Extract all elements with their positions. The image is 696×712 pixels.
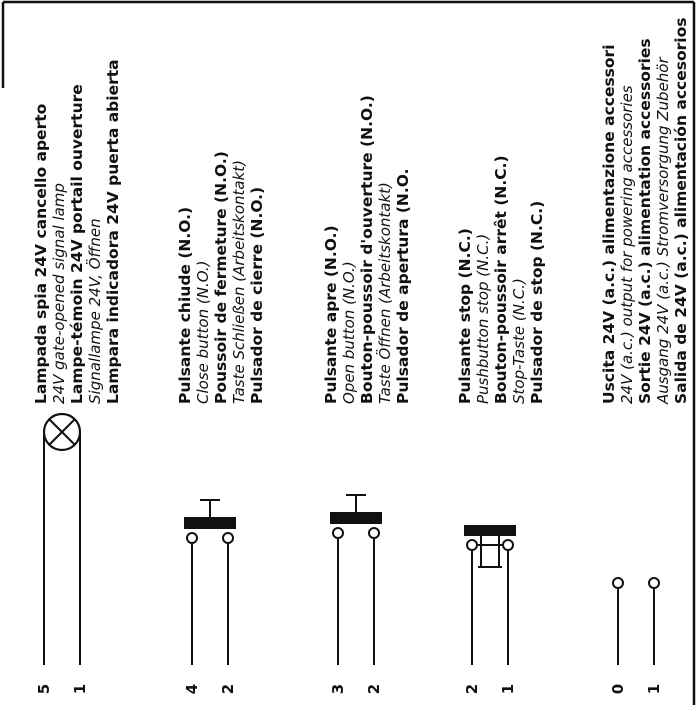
- description-line: Uscita 24V (a.c.) alimentazione accessori: [600, 44, 618, 404]
- terminal-label: 2: [365, 683, 383, 695]
- description-line: Pulsante apre (N.O.): [322, 225, 340, 404]
- close-button-symbol: [184, 500, 236, 665]
- description-line: Signallampe 24V, Öffnen: [86, 218, 104, 404]
- description-line: Taste Öffnen (Arbeitskontakt): [376, 182, 394, 404]
- signal-lamp-description: [32, 0, 122, 404]
- terminal-label: 1: [71, 683, 89, 695]
- description-line: Close button (N.O.): [194, 260, 212, 404]
- description-line: Pulsador de cierre (N.O.): [248, 186, 266, 404]
- terminal-label: 1: [499, 683, 517, 695]
- open-button-symbol: [330, 495, 382, 665]
- description-line: 24V gate-opened signal lamp: [50, 183, 68, 404]
- description-line: Pulsante stop (N.C.): [456, 228, 474, 404]
- description-line: Salida de 24V (a.c.) alimentación accesorios: [672, 17, 690, 404]
- terminal-label: 1: [645, 683, 663, 695]
- accessories-output-description: [600, 0, 690, 404]
- terminal-label: 0: [609, 683, 627, 695]
- description-line: 24V (a.c.) output for powering accessories: [618, 85, 636, 404]
- description-line: Stop-Taste (N.C.): [510, 278, 528, 404]
- description-line: Bouton-poussoir d'ouverture (N.O.): [358, 95, 376, 404]
- terminal-label: 5: [35, 683, 53, 695]
- stop-button-symbol: [464, 525, 516, 665]
- description-line: Pulsador de stop (N.C.): [528, 200, 546, 404]
- close-button-description: [176, 0, 266, 404]
- description-line: Bouton-poussoir arrêt (N.C.): [492, 155, 510, 404]
- description-line: Pulsador de apertura (N.O.: [394, 168, 412, 404]
- description-line: Open button (N.O.): [340, 261, 358, 404]
- description-line: Poussoir de fermeture (N.O.): [212, 151, 230, 404]
- accessories-output-symbol: [613, 578, 659, 665]
- description-line: Ausgang 24V (a.c.) Stromversorgung Zubehör: [654, 57, 672, 404]
- stop-button-description: [456, 0, 546, 404]
- description-line: Sortie 24V (a.c.) alimentation accessories: [636, 38, 654, 404]
- description-line: Lampada spia 24V cancello aperto: [32, 103, 50, 404]
- description-line: Pulsante chiude (N.O.): [176, 206, 194, 404]
- open-button-description: [322, 0, 412, 404]
- terminal-label: 2: [463, 683, 481, 695]
- description-line: Taste Schließen (Arbeitskontakt): [230, 159, 248, 404]
- terminal-label: 4: [183, 683, 201, 695]
- terminal-label: 2: [219, 683, 237, 695]
- signal-lamp-symbol: [44, 414, 80, 665]
- description-line: Lampara indicadora 24V puerta abierta: [104, 59, 122, 404]
- description-line: Lampe-témoin 24V portail ouverture: [68, 84, 86, 404]
- description-line: Pushbutton stop (N.C.): [474, 233, 492, 404]
- terminal-label: 3: [329, 683, 347, 695]
